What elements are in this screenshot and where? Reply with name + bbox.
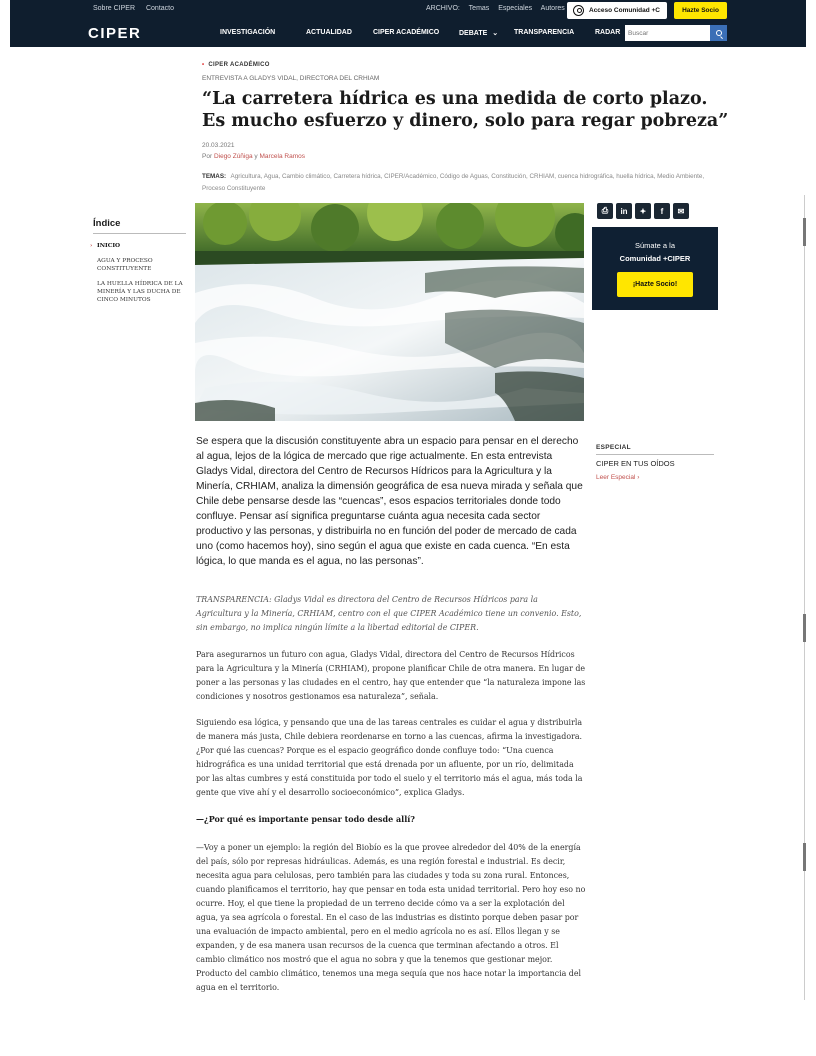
link-especiales[interactable]: Especiales — [498, 5, 533, 12]
interview-question: —¿Por qué es importante pensar todo desde allí? — [196, 814, 415, 824]
search-input[interactable] — [625, 25, 710, 41]
link-autores[interactable]: Autores — [540, 5, 565, 12]
nav-actualidad[interactable]: ACTUALIDAD — [306, 29, 352, 36]
divider — [596, 454, 714, 455]
index-item-inicio[interactable]: › INICIO — [90, 242, 190, 250]
byline-join: y — [254, 153, 258, 160]
section-label[interactable] — [202, 62, 270, 68]
bullet-icon: • — [202, 62, 205, 68]
scrollbar-marker[interactable] — [803, 218, 806, 246]
twitter-icon[interactable]: ✦ — [635, 203, 651, 219]
article-lead: Se espera que la discusión constituyente abra un espacio para pensar en el derecho al agua, lejos de la lógica de mercado que rige actualmente. En esta entrevista Gladys Vidal, directora del Centro de Recursos Hídricos para la Agricultura y la Minería, CRHIAM, analiza la dimensión geográfica de esa nueva mirada y señala que Chile debe pensarse desde las “cuencas”, esos espacios territoriales donde todo confluye. Pensar así significa preguntarse cuánta agua necesita cada sector productivo y las personas, y distribuirla no en función del poder de mercado de cada uno (como hacemos hoy), sino según el agua que existe en cada cuenca. “En esta lógica, lo que manda es el agua, no las personas”. — [196, 436, 583, 567]
scrollbar-track[interactable] — [804, 195, 805, 1000]
article-byline — [202, 153, 305, 160]
index-list — [90, 242, 190, 311]
membership-promo — [592, 227, 718, 310]
nav-investigacion[interactable]: INVESTIGACIÓN — [220, 29, 276, 36]
article-paragraph: —Voy a poner un ejemplo: la región del Biobío es la que provee alrededor del 40% de la energía del país, sólo por represas hidráulicas. Además, es una región forestal e industrial. Es decir, necesita agua para celulosas, pero también para las ciudades y toda su zona rural. Entonces, cuando planificamos el territorio, hay que pensar en toda esta unidad territorial. Pero hoy eso no ocurre. Hoy, el que tiene la propiedad de un terreno decide cómo va a ser la explotación del agua, ya sea agrícola o forestal. En el caso de las industrias es distinto porque deben pasar por una evaluación de impacto ambiental, pero en el medio agrícola no es así. Ellos llegan y se expanden, y de esa manera usan recursos de la cuenca que terminan afectando a otros. El cambio climático nos mostró que el agua no sobra y que la tenemos que gestionar mejor. Producto del cambio climático, tenemos una mega sequía que nos hace notar la importancia del agua en el territorio. — [196, 843, 586, 992]
topics-links[interactable]: Agricultura, Agua, Cambio climático, Carretera hídrica, CIPER/Académico, Código de Aguas, Constitución, CRHIAM, cuenca hidrográfica, huella hídrica, Medio Ambiente, Proceso Constituyente — [202, 173, 705, 192]
nav-radar[interactable]: RADAR — [595, 29, 621, 36]
facebook-icon[interactable]: f — [654, 203, 670, 219]
section-label-text: CIPER ACADÉMICO — [208, 62, 270, 68]
index-title: Índice — [93, 218, 121, 229]
link-contacto[interactable]: Contacto — [145, 5, 175, 12]
divider — [93, 233, 186, 234]
article-kicker: ENTREVISTA A GLADYS VIDAL, DIRECTORA DEL CRHIAM — [202, 75, 380, 82]
article-paragraph: Para asegurarnos un futuro con agua, Gladys Vidal, directora del Centro de Recursos Hídricos para la Agricultura y la Minería (CRHIAM), propone planificar Chile de otra manera. En lugar de poner a las personas y las ciudades en el centro, hay que entender que “la naturaleza impone las condiciones y nosotros gestionamos esa naturaleza”, señala. — [196, 650, 586, 701]
link-sobre-ciper[interactable]: Sobre CIPER — [93, 5, 136, 12]
transparency-note: TRANSPARENCIA: Gladys Vidal es directora del Centro de Recursos Hídricos para la Agricultura y la Minería, CRHIAM, centro con el que CIPER Académico tiene un convenio. Esto, sin embargo, no implica ningún límite a la libertad editorial de CIPER. — [196, 595, 582, 632]
byline-prefix: Por — [202, 153, 213, 160]
nav-ciper-academico[interactable]: CIPER ACADÉMICO — [373, 29, 440, 36]
especial-title[interactable]: CIPER EN TUS OÍDOS — [596, 459, 675, 468]
leer-especial-link[interactable]: Leer Especial › — [596, 474, 640, 481]
promo-hazte-socio-button[interactable]: ¡Hazte Socio! — [617, 272, 693, 297]
scrollbar-marker[interactable] — [803, 843, 806, 871]
article-headline: “La carretera hídrica es una medida de corto plazo. Es mucho esfuerzo y dinero, solo para regar pobreza” — [202, 89, 729, 131]
email-icon[interactable]: ✉ — [673, 203, 689, 219]
article-date: 20.03.2021 — [202, 142, 235, 149]
topics-label: TEMAS: — [202, 173, 227, 180]
search-icon — [716, 30, 722, 36]
author-link[interactable]: Diego Zúñiga — [213, 153, 253, 160]
waterfall-image — [195, 203, 584, 421]
nav-debate-label: DEBATE — [459, 30, 488, 37]
especial-label: ESPECIAL — [596, 444, 631, 451]
index-item-agua[interactable]: AGUA Y PROCESO CONSTITUYENTE — [97, 258, 153, 272]
nav-debate[interactable] — [459, 29, 498, 37]
linkedin-icon[interactable]: in — [616, 203, 632, 219]
topics-list — [202, 171, 722, 194]
hazte-socio-button[interactable]: Hazte Socio — [674, 2, 727, 19]
archivo-label: ARCHIVO: — [426, 5, 460, 12]
promo-line2: Comunidad +CIPER — [619, 254, 691, 263]
scrollbar-marker[interactable] — [803, 614, 806, 642]
search-button[interactable] — [710, 25, 727, 41]
author-link[interactable]: Marcela Ramos — [259, 153, 305, 160]
article-hero-image — [195, 203, 584, 421]
chevron-down-icon: ⌄ — [492, 30, 499, 37]
index-item-huella[interactable]: LA HUELLA HÍDRICA DE LA MINERÍA Y LAS DUCHA DE CINCO MINUTOS — [97, 281, 183, 303]
nav-transparencia[interactable]: TRANSPARENCIA — [514, 29, 575, 36]
print-icon[interactable]: ⎙ — [597, 203, 613, 219]
top-header — [10, 0, 806, 47]
acceso-comunidad-label: Acceso Comunidad +C — [589, 7, 660, 14]
promo-line1: Súmate a la — [634, 241, 676, 250]
acceso-comunidad-button[interactable] — [567, 2, 667, 19]
ciper-logo[interactable]: CIPER — [88, 25, 142, 42]
link-temas[interactable]: Temas — [468, 5, 490, 12]
share-bar — [597, 203, 689, 219]
user-icon — [573, 5, 584, 16]
article-paragraph: Siguiendo esa lógica, y pensando que una de las tareas centrales es cuidar el agua y distribuirla de manera más justa, Chile debiera reordenarse en torno a las cuencas, afirma la investigadora. ¿Por qué las cuencas? Porque es el espacio geográfico donde confluye todo: “Una cuenca hidrográfica es una unidad territorial que está drenada por un afluente, por un río, delimitada por las altas cumbres y está constituida por todo el suelo y el territorio más el agua, más toda la gente que vive ahí y el desarrollo socioeconómico”, explica Gladys. — [196, 718, 583, 797]
